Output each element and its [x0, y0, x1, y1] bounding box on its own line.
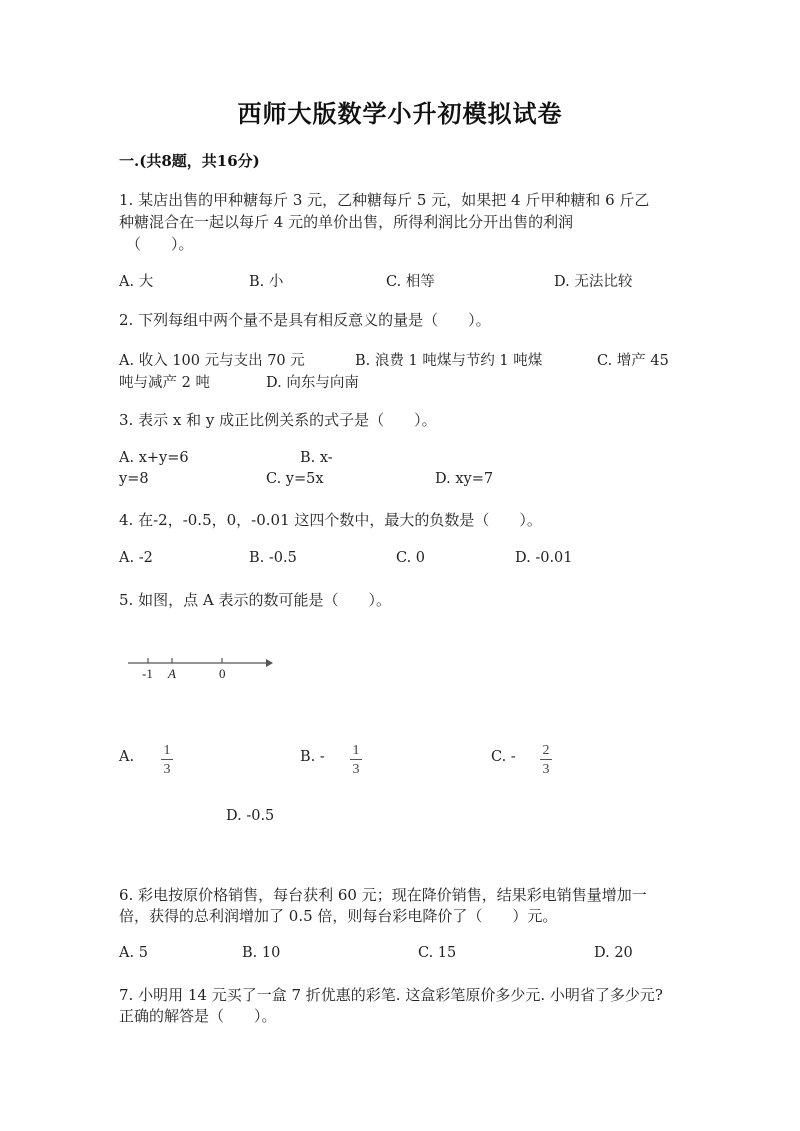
option-b: B. 浪费 1 吨煤与节约 1 吨煤: [355, 353, 543, 369]
question-text: 2. 下列每组中两个量不是具有相反意义的量是（ ）。: [119, 311, 491, 329]
option-b: B. -: [300, 749, 325, 765]
option-c: C. 相等: [386, 274, 435, 290]
question-text: （ ）。: [126, 235, 194, 253]
option-a: A. -2: [119, 550, 153, 566]
option-c: C. y=5x: [266, 471, 324, 487]
question-text: 3. 表示 x 和 y 成正比例关系的式子是（ ）。: [119, 411, 437, 429]
exam-title: 西师大版数学小升初模拟试卷: [237, 99, 563, 128]
question-text: 倍，获得的总利润增加了 0.5 倍，则每台彩电降价了（ ）元。: [119, 907, 558, 925]
fraction-numerator: 1: [163, 743, 171, 758]
fraction-numerator: 2: [542, 743, 550, 758]
arrow-head-icon: [266, 659, 273, 667]
option-a: A. x+y=6: [119, 450, 189, 466]
option-a: A. 5: [119, 945, 148, 961]
question-text: 种糖混合在一起以每斤 4 元的单价出售，所得利润比分开出售的利润: [119, 213, 574, 231]
option-b: B. 小: [249, 274, 284, 290]
fraction-denominator: 3: [352, 762, 360, 777]
option-d: D. xy=7: [435, 471, 494, 487]
number-line-figure: [126, 648, 276, 692]
option-d: D. 无法比较: [554, 274, 633, 290]
fraction-bar: [350, 759, 362, 760]
fraction-b: [350, 743, 362, 777]
fraction-numerator: 1: [352, 743, 360, 758]
option-c: C. -: [491, 749, 516, 765]
option-b: B. 10: [242, 945, 281, 961]
option-d: D. 20: [594, 945, 633, 961]
tick-label-zero: 0: [219, 666, 226, 681]
tick-label-a: A: [168, 666, 176, 681]
section-heading: 一.(共8题，共16分): [119, 152, 260, 170]
option-d: D. -0.5: [226, 808, 275, 824]
question-text: 1. 某店出售的甲种糖每斤 3 元，乙种糖每斤 5 元，如果把 4 斤甲种糖和 6 斤乙: [119, 191, 650, 209]
option-d: D. 向东与向南: [266, 375, 359, 391]
option-c: C. 15: [418, 945, 457, 961]
option-a: A. 大: [119, 274, 154, 290]
question-text: 正确的解答是（ ）。: [119, 1007, 277, 1025]
question-text: 6. 彩电按原价格销售，每台获利 60 元；现在降价销售，结果彩电销售量增加一: [119, 886, 647, 904]
fraction-bar: [161, 759, 173, 760]
option-b-continued: y=8: [119, 471, 149, 487]
fraction-denominator: 3: [163, 762, 171, 777]
fraction-bar: [540, 759, 552, 760]
tick-label-minus-one: -1: [142, 666, 153, 681]
option-b: B. x-: [300, 450, 333, 466]
option-c: C. 增产 45: [597, 353, 669, 369]
option-a: A. 收入 100 元与支出 70 元: [119, 353, 305, 369]
option-c-continued: 吨与减产 2 吨: [119, 375, 210, 391]
question-text: 7. 小明用 14 元买了一盒 7 折优惠的彩笔. 这盒彩笔原价多少元. 小明省了多少元?: [119, 986, 663, 1004]
fraction-denominator: 3: [542, 762, 550, 777]
option-a: A.: [119, 749, 135, 765]
fraction-a: [161, 743, 173, 777]
question-text: 4. 在-2，-0.5，0，-0.01 这四个数中，最大的负数是（ ）。: [119, 511, 542, 529]
option-c: C. 0: [396, 550, 426, 566]
option-d: D. -0.01: [515, 550, 573, 566]
option-b: B. -0.5: [249, 550, 297, 566]
fraction-c: [540, 743, 552, 777]
question-text: 5. 如图，点 A 表示的数可能是（ ）。: [119, 591, 391, 609]
